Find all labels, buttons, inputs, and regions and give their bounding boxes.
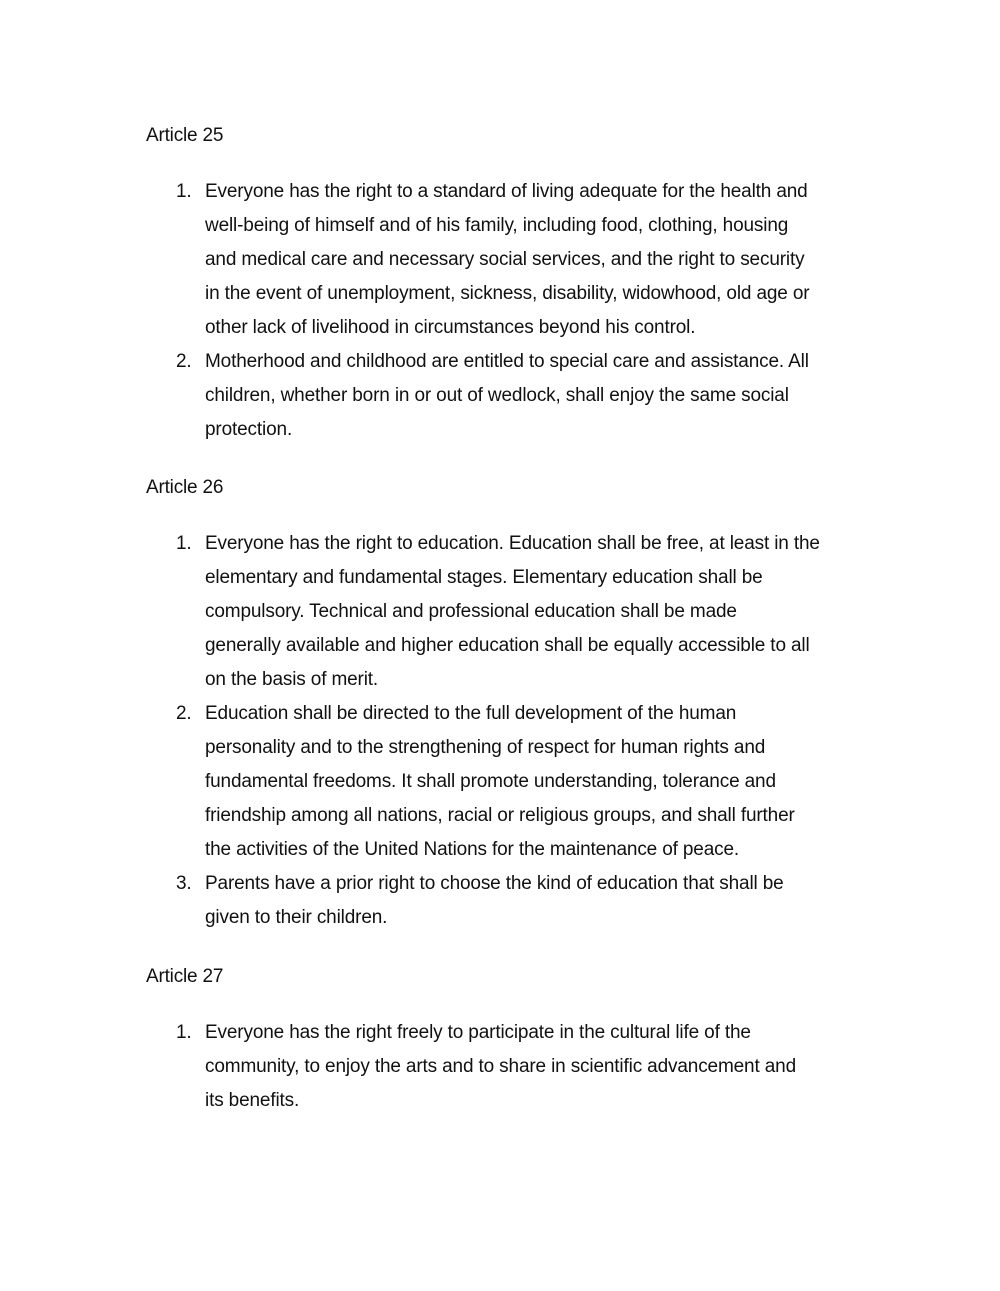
list-number: 1. bbox=[176, 1022, 192, 1043]
article-25-item-2 bbox=[176, 345, 856, 447]
list-number: 1. bbox=[176, 181, 192, 202]
list-number: 2. bbox=[176, 351, 192, 372]
list-number: 1. bbox=[176, 533, 192, 554]
article-25-item-1 bbox=[176, 175, 856, 345]
article-26-item-3 bbox=[176, 867, 856, 935]
article-26-item-1 bbox=[176, 527, 856, 697]
list-number: 2. bbox=[176, 703, 192, 724]
list-text: Education shall be directed to the full development of the human personality and to the strengthening of respect for human rights and fundamental freedoms. It shall promote understanding, tolerance and friendship among all nations, racial or religious groups, and shall further the activities of the United Nations for the maintenance of peace. bbox=[205, 703, 795, 860]
list-text: Parents have a prior right to choose the kind of education that shall be given to their children. bbox=[205, 873, 784, 928]
article-25-heading: Article 25 bbox=[146, 125, 224, 146]
article-27-heading: Article 27 bbox=[146, 966, 224, 987]
article-27-item-1 bbox=[176, 1016, 856, 1118]
article-26-heading: Article 26 bbox=[146, 477, 224, 498]
list-number: 3. bbox=[176, 873, 192, 894]
article-26-item-2 bbox=[176, 697, 856, 867]
list-text: Motherhood and childhood are entitled to special care and assistance. All children, whether born in or out of wedlock, shall enjoy the same social protection. bbox=[205, 351, 809, 440]
list-text: Everyone has the right to education. Education shall be free, at least in the elementary and fundamental stages. Elementary education shall be compulsory. Technical and professional education shall be made generally available and higher education shall be equally accessible to all on the basis of merit. bbox=[205, 533, 820, 690]
list-text: Everyone has the right to a standard of living adequate for the health and well-being of himself and of his family, including food, clothing, housing and medical care and necessary social services, and the right to security in the event of unemployment, sickness, disability, widowhood, old age or other lack of livelihood in circumstances beyond his control. bbox=[205, 181, 810, 338]
list-text: Everyone has the right freely to participate in the cultural life of the community, to enjoy the arts and to share in scientific advancement and its benefits. bbox=[205, 1022, 796, 1111]
